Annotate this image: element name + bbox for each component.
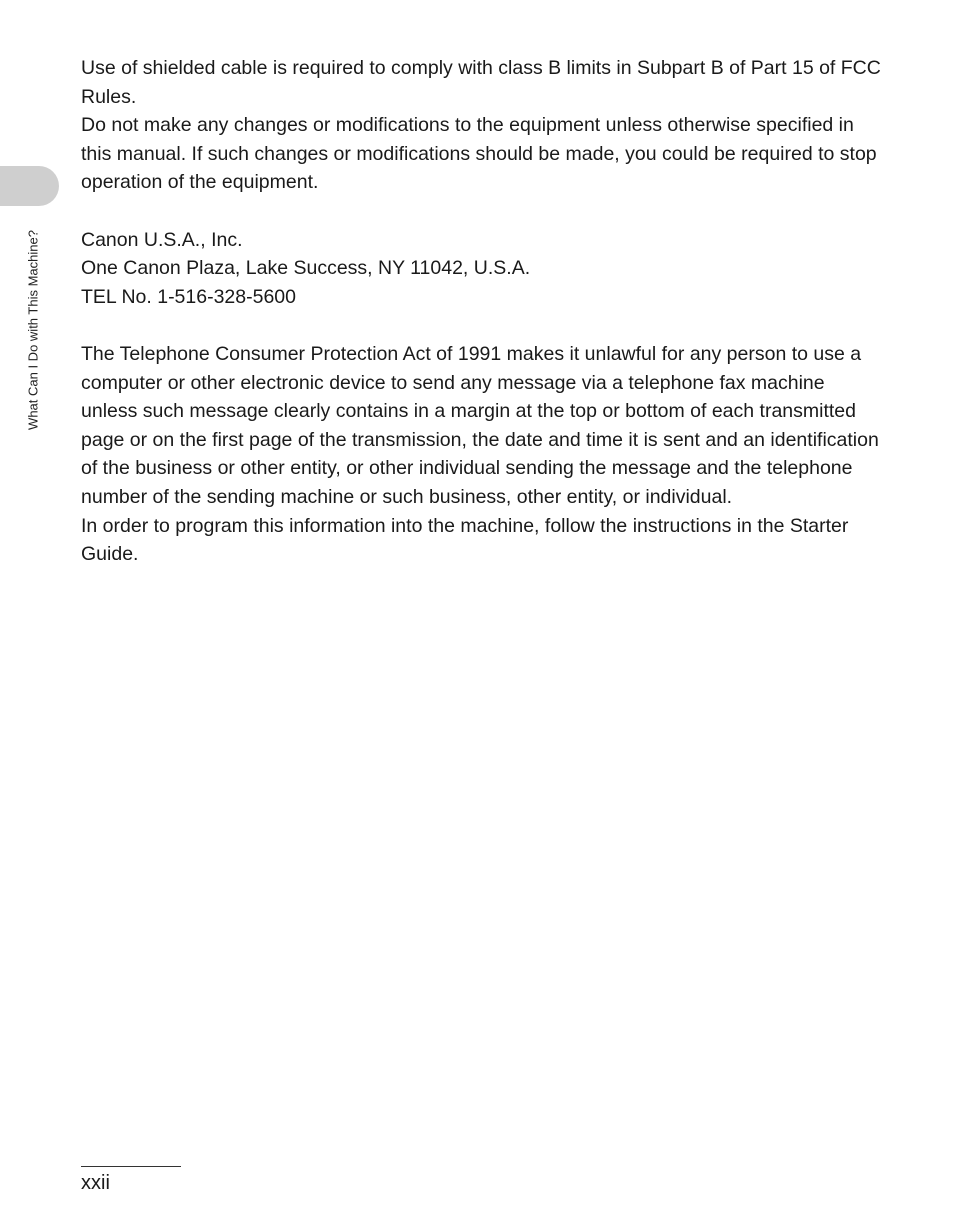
shielded-cable-paragraph: Use of shielded cable is required to comply with class B limits in Subpart B of Part 15 of FCC Rules. (81, 57, 881, 108)
fcc-notice-block (81, 54, 881, 197)
modifications-paragraph: Do not make any changes or modifications to the equipment unless otherwise specified in this manual. If such changes or modifications should be made, you could be required to stop operation of the equipment. (81, 114, 877, 194)
program-info-paragraph: In order to program this information into the machine, follow the instructions in the Starter Guide. (81, 514, 849, 566)
main-content (81, 54, 881, 569)
address-phone: TEL No. 1-516-328-5600 (81, 285, 296, 308)
address-street: One Canon Plaza, Lake Success, NY 11042, U.S.A. (81, 257, 531, 280)
tcpa-paragraph: The Telephone Consumer Protection Act of 1991 makes it unlawful for any person to use a computer or other electronic device to send any message via a telephone fax machine unless such message clearly contains in a margin at the top or bottom of each transmitted page or on the first page of the transmission, the date and time it is sent and an identification of the business or other entity, or other individual sending the message and the telephone number of the sending machine or such business, other entity, or individual. (81, 342, 879, 508)
chapter-side-label: What Can I Do with This Machine? (25, 230, 41, 430)
tcpa-block (81, 340, 881, 569)
address-company: Canon U.S.A., Inc. (81, 228, 243, 251)
chapter-side-tab (0, 166, 59, 206)
page-number: xxii (81, 1172, 110, 1194)
footer-divider (81, 1166, 181, 1167)
canon-address-block (81, 226, 881, 312)
